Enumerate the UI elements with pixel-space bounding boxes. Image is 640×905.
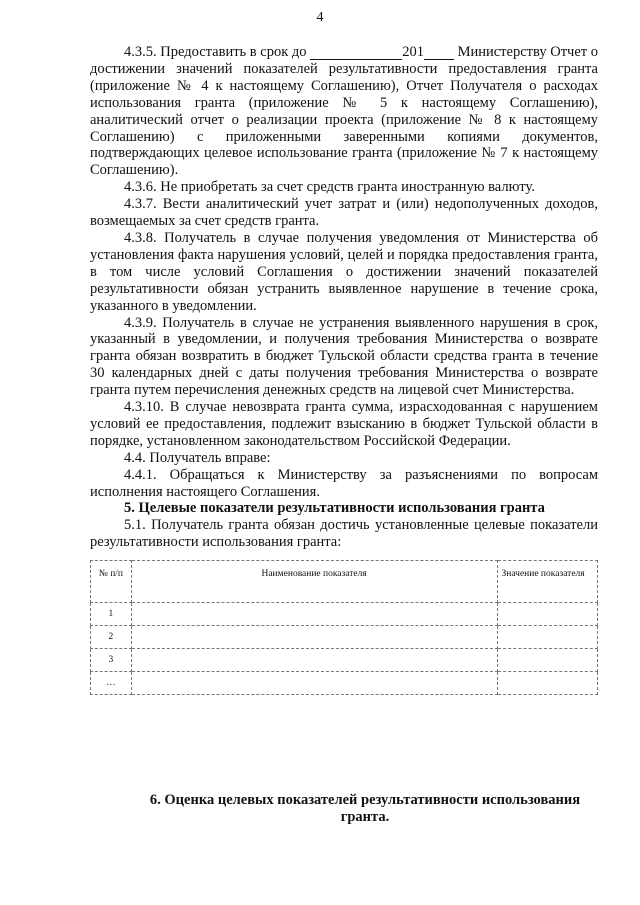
paragraph-4-3-10: 4.3.10. В случае невозврата гранта сумма, израсходованная с нарушением условий ее предоставления, подлежит взысканию в бюджет Тульской области в порядке, установленном законодательством Российской Федерации. <box>90 399 598 449</box>
indicator-name-cell[interactable] <box>131 649 497 672</box>
table-row <box>91 649 598 672</box>
paragraph-4-3-9: 4.3.9. Получатель в случае не устранения выявленного нарушения в срок, указанный в уведомлении, и получения требования Министерства о возврате гранта обязан возвратить в бюджет Тульской области средства гранта в течение 30 календарных дней с даты получения требования Министерства о возврате гранта путем перечисления денежных средств на лицевой счет Министерства. <box>90 314 598 399</box>
paragraph-4-3-5-lead: 4.3.5. Предоставить в срок до <box>124 44 307 60</box>
paragraph-4-3-6: 4.3.6. Не приобретать за счет средств гранта иностранную валюту. <box>124 179 535 196</box>
paragraph-4-3-5-text: Министерству Отчет о достижении значений показателей результативности предоставления гранта (приложение № 4 к настоящему Соглашению), Отчет Получателя о расходах использования гранта (приложение № 5 к настоящему Соглашению), аналитический отчет о реализации проекта (приложение № 8 к настоящему Соглашению) с приложенными заверенными копиями документов, подтверждающих целевое использование гранта (приложение № 7 к настоящему Соглашению). <box>90 44 598 179</box>
indicators-table <box>90 560 598 695</box>
indicator-value-cell[interactable] <box>497 626 598 649</box>
header-indicator-name: Наименование показателя <box>131 561 497 603</box>
paragraph-5-1: 5.1. Получатель гранта обязан достичь установленные целевые показатели результативности использования гранта: <box>90 517 598 551</box>
row-number: … <box>91 672 132 695</box>
paragraph-4-4-1: 4.4.1. Обращаться к Министерству за разъяснениями по вопросам исполнения настоящего Соглашения. <box>90 466 598 500</box>
indicator-value-cell[interactable] <box>497 649 598 672</box>
row-number: 2 <box>91 626 132 649</box>
table-row <box>91 603 598 626</box>
paragraph-4-4: 4.4. Получатель вправе: <box>124 449 271 466</box>
header-number: № п/п <box>91 561 132 603</box>
header-indicator-value: Значение показателя <box>497 561 598 603</box>
table-row <box>91 626 598 649</box>
indicator-value-cell[interactable] <box>497 603 598 626</box>
document-body <box>90 44 598 695</box>
paragraph-4-3-7: 4.3.7. Вести аналитический учет затрат и (или) недополученных доходов, возмещаемых за счет средств гранта. <box>90 196 598 230</box>
year-blank-field <box>424 46 454 60</box>
indicator-name-cell[interactable] <box>131 603 497 626</box>
page-number: 4 <box>316 10 324 25</box>
section-5-heading: 5. Целевые показатели результативности использования гранта <box>124 500 545 517</box>
row-number: 1 <box>91 603 132 626</box>
indicator-value-cell[interactable] <box>497 672 598 695</box>
table-header-row <box>91 561 598 603</box>
table-row <box>91 672 598 695</box>
paragraph-4-3-5 <box>90 44 598 179</box>
row-number: 3 <box>91 649 132 672</box>
date-blank-field <box>310 46 402 60</box>
indicator-name-cell[interactable] <box>131 672 497 695</box>
section-6-heading: 6. Оценка целевых показателей результативности использования гранта. <box>149 792 581 825</box>
paragraph-4-3-8: 4.3.8. Получатель в случае получения уведомления от Министерства об установления факта нарушения условий, целей и порядка предоставления гранта, в том числе условий Соглашения о достижении значений показателей результативности обязан устранить выявленное нарушение в течение срока, указанного в уведомлении. <box>90 229 598 314</box>
indicator-name-cell[interactable] <box>131 626 497 649</box>
year-prefix: 201 <box>402 44 424 60</box>
